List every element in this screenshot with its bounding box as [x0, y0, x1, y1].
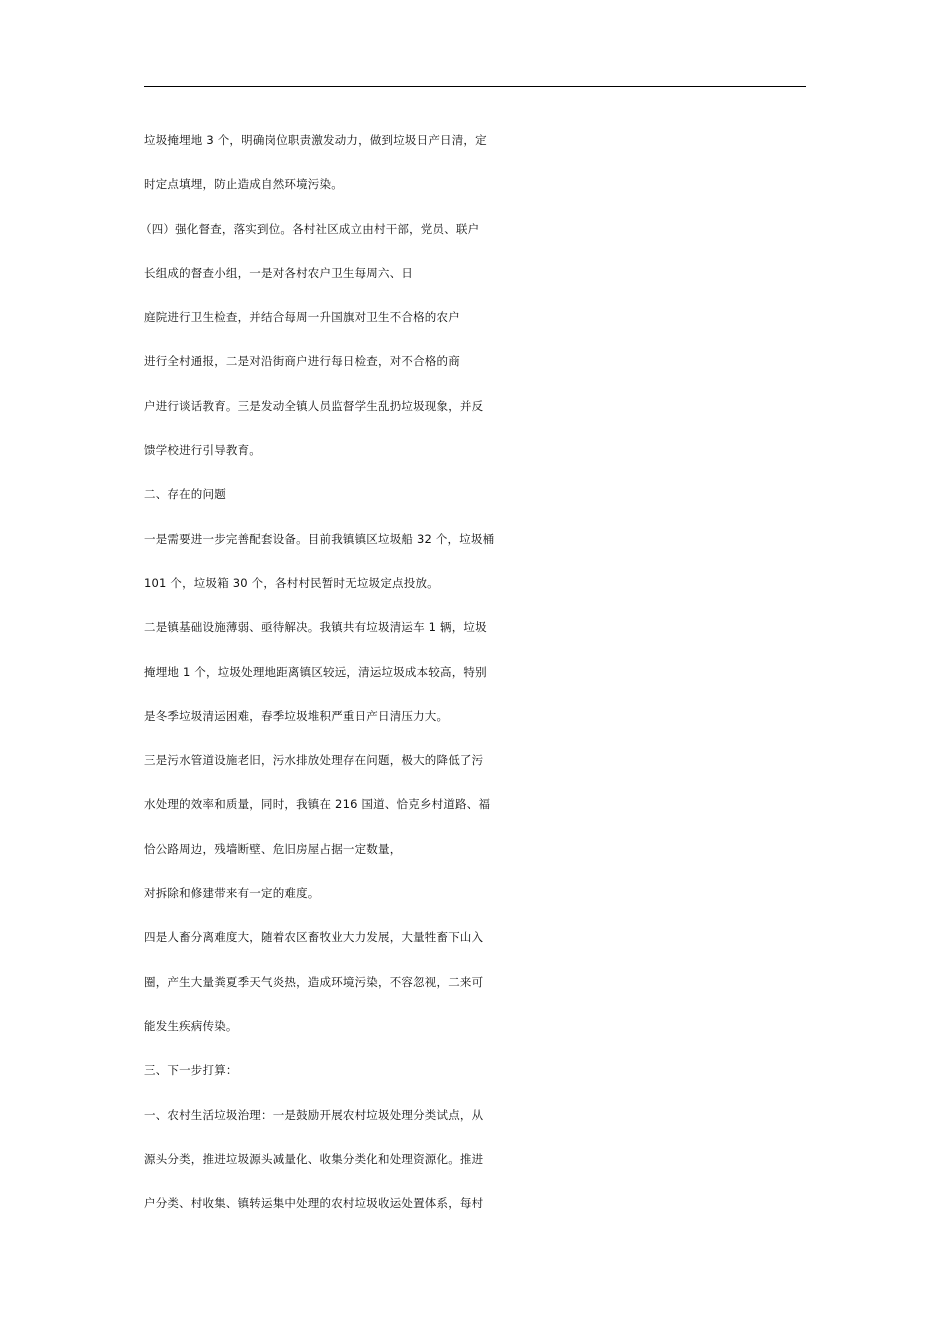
- text-line: 馈学校进行引导教育。: [144, 443, 261, 458]
- text-line: 源头分类，推进垃圾源头减量化、收集分类化和处理资源化。推进: [144, 1151, 484, 1166]
- section-heading: 三、下一步打算：: [144, 1063, 238, 1078]
- text-line: 一、农村生活垃圾治理：一是鼓励开展农村垃圾处理分类试点，从: [144, 1107, 484, 1122]
- text-line: 一是需要进一步完善配套设备。目前我镇镇区垃圾船 32 个，垃圾桶: [144, 531, 495, 546]
- text-line: 进行全村通报，二是对沿街商户进行每日检查，对不合格的商: [144, 354, 460, 369]
- header-rule: [144, 86, 806, 87]
- text-line: 长组成的督查小组，一是对各村农户卫生每周六、日: [144, 265, 414, 280]
- text-line: 圈，产生大量粪夏季天气炎热，造成环境污染，不容忽视，二来可: [144, 974, 484, 989]
- text-line: 户进行谈话教育。三是发动全镇人员监督学生乱扔垃圾现象，并反: [144, 398, 484, 413]
- text-line: 恰公路周边，残墙断壁、危旧房屋占据一定数量，: [144, 841, 402, 856]
- text-line: 垃圾掩埋地 3 个，明确岗位职责激发动力，做到垃圾日产日清，定: [144, 133, 487, 147]
- section-heading: 二、存在的问题: [144, 487, 226, 502]
- text-line: 庭院进行卫生检查，并结合每周一升国旗对卫生不合格的农户: [144, 310, 460, 325]
- text-line: 是冬季垃圾清运困难，春季垃圾堆积严重日产日清压力大。: [144, 708, 449, 723]
- text-line: （四）强化督查，落实到位。各村社区成立由村干部，党员、联户: [140, 221, 480, 236]
- text-line: 三是污水管道设施老旧，污水排放处理存在问题，极大的降低了污: [144, 753, 484, 768]
- text-line: 时定点填埋，防止造成自然环境污染。: [144, 177, 343, 192]
- text-line: 对拆除和修建带来有一定的难度。: [144, 886, 320, 901]
- text-line: 四是人畜分离难度大，随着农区畜牧业大力发展，大量牲畜下山入: [144, 930, 484, 945]
- text-line: 能发生疾病传染。: [144, 1018, 238, 1033]
- text-line: 水处理的效率和质量，同时，我镇在 216 国道、恰克乡村道路、福: [144, 797, 491, 812]
- text-line: 二是镇基础设施薄弱、亟待解决。我镇共有垃圾清运车 1 辆，垃圾: [144, 620, 487, 635]
- text-line: 掩埋地 1 个，垃圾处理地距离镇区较远，清运垃圾成本较高，特别: [144, 664, 487, 679]
- body-text: [140, 118, 824, 1225]
- text-line: 101 个，垃圾箱 30 个，各村村民暂时无垃圾定点投放。: [144, 575, 439, 590]
- text-line: 户分类、村收集、镇转运集中处理的农村垃圾收运处置体系，每村: [144, 1196, 484, 1211]
